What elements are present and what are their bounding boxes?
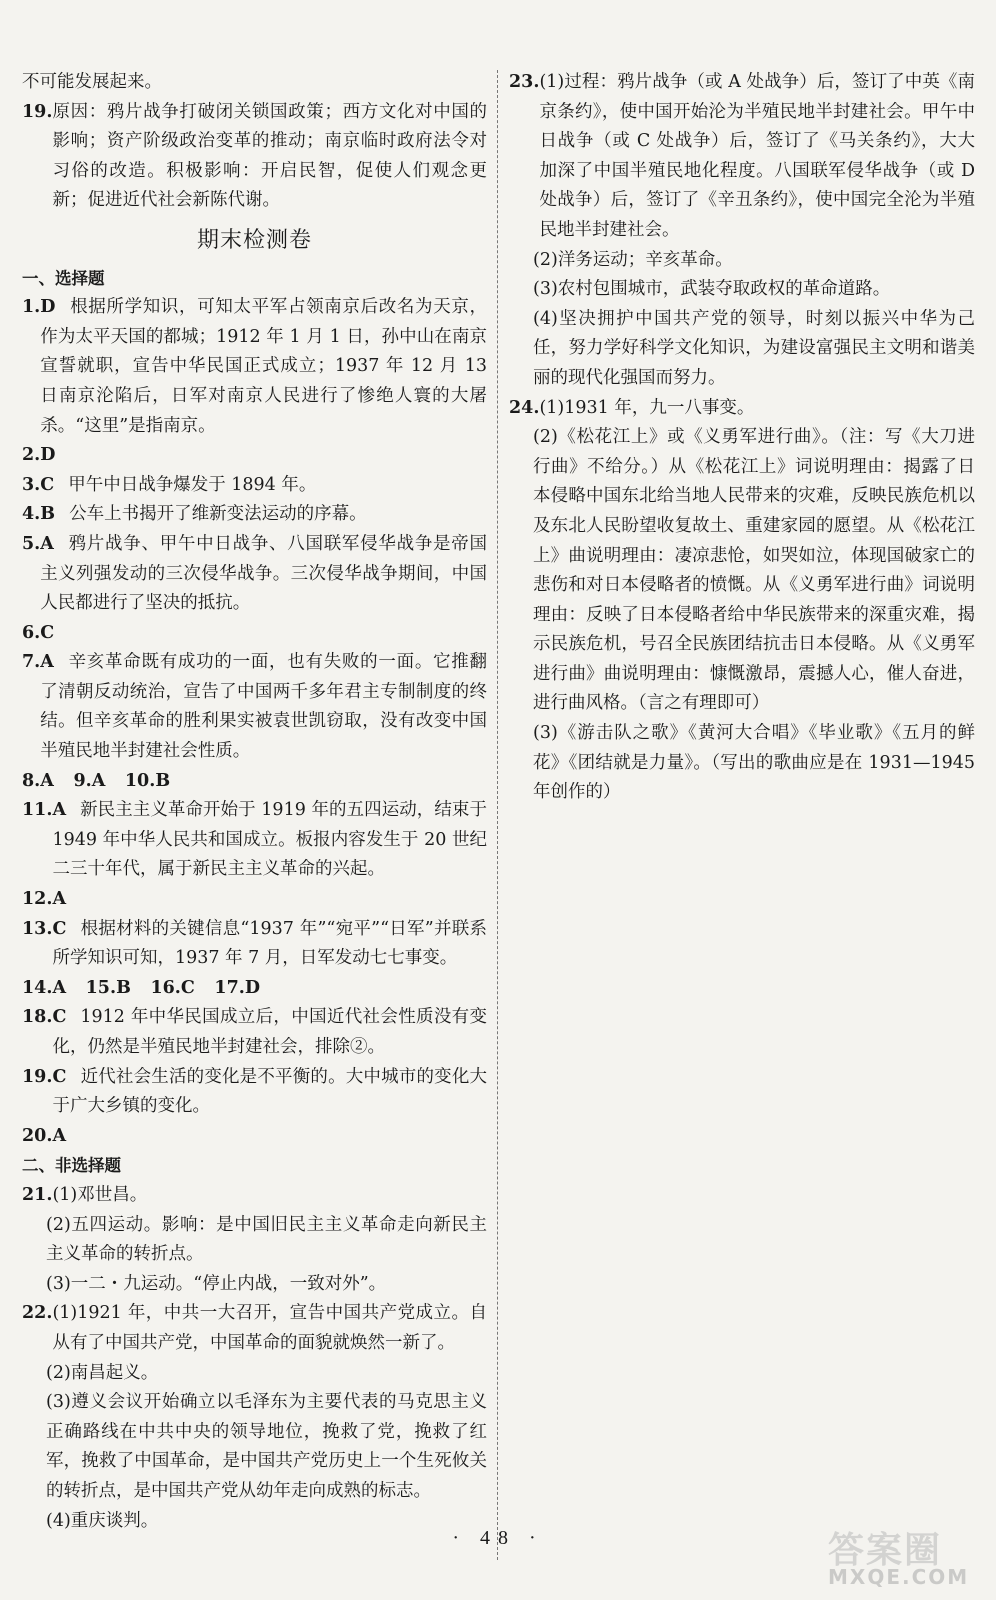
- answer-text: 近代社会生活的变化是不平衡的。大中城市的变化大于广大乡镇的变化。: [52, 1066, 487, 1117]
- question-number: 4.: [22, 504, 41, 525]
- answer-part: (4)重庆谈判。: [46, 1510, 159, 1531]
- answer-1: [22, 293, 487, 441]
- answer-2: [22, 441, 487, 471]
- answer-13: [22, 915, 487, 974]
- answer-letter: B: [116, 977, 131, 998]
- answer-letter: C: [180, 977, 195, 998]
- question-number: 9.: [73, 770, 92, 791]
- answer-8-10: [22, 767, 487, 797]
- answer-text: 辛亥革命既有成功的一面，也有失败的一面。它推翻了清朝反动统治，宣告了中国两千多年君主专制制度的终结。但辛亥革命的胜利果实被袁世凯窃取，没有改变中国半殖民地半封建社会性质。: [40, 652, 487, 762]
- answer-letter: C: [40, 622, 55, 643]
- answer-part: (1)1921 年，中共一大召开，宣告中国共产党成立。自从有了中国共产党，中国革命的面貌就焕然一新了。: [52, 1303, 487, 1353]
- answer-4: [22, 500, 487, 530]
- question-number: 10.: [124, 770, 156, 791]
- answer-letter: C: [52, 1066, 67, 1087]
- question-number: 19.: [22, 101, 53, 122]
- answer-14-17: [22, 974, 487, 1004]
- section-title: 期末检测卷: [196, 227, 312, 253]
- answer-letter: A: [91, 770, 106, 791]
- answer-letter: A: [40, 533, 54, 554]
- answer-text: 甲午中日战争爆发于 1894 年。: [68, 474, 317, 495]
- answer-letter: C: [52, 918, 67, 939]
- question-number: 18.: [22, 1007, 53, 1028]
- question-number: 6.: [22, 622, 41, 643]
- question-number: 11.: [22, 800, 53, 821]
- answer-part: (1)邓世昌。: [52, 1184, 148, 1205]
- answer-letter: A: [40, 652, 54, 673]
- answer-letter: D: [40, 297, 56, 318]
- answer-part: (4)坚决拥护中国共产党的领导，时刻以振兴中华为己任，努力学好科学文化知识，为建设富强民主文明和谐美丽的现代化强国而努力。: [533, 308, 975, 388]
- question-number: 15.: [85, 977, 117, 998]
- watermark-top: 答案圈: [828, 1530, 943, 1571]
- answer-part: (3)农村包围城市，武装夺取政权的革命道路。: [533, 279, 891, 300]
- answer-text: 1912 年中华民国成立后，中国近代社会性质没有变化，仍然是半殖民地半封建社会，排除②。: [52, 1007, 487, 1057]
- answer-part: (3)《游击队之歌》《黄河大合唱》《毕业歌》《五月的鲜花》《团结就是力量》。（写出的歌曲应是在 1931—1945 年创作的）: [533, 723, 975, 803]
- answer-letter: C: [40, 474, 55, 495]
- answer-19-previous: [22, 98, 487, 216]
- answer-letter: B: [155, 770, 171, 791]
- answer-part: (1)过程：鸦片战争（或 A 处战争）后，签订了中英《南京条约》，使中国开始沦为半殖民地半封建社会。甲午中日战争（或 C 处战争）后，签订了《马关条约》，大大加深了中国半殖民地化程度。八国联军侵华战争（或 D 处战争）后，签订了《辛丑条约》，使中国完全沦为半殖民地半封建社会。: [539, 72, 975, 240]
- question-number: 2.: [22, 445, 41, 466]
- question-number: 14.: [22, 977, 53, 998]
- answer-23: [509, 68, 975, 246]
- question-number: 7.: [22, 652, 41, 673]
- answer-text: 根据材料的关键信息“1937 年”“宛平”“日军”并联系所学知识可知，1937 年 7 月，日军发动七七事变。: [52, 918, 487, 969]
- answer-letter: D: [40, 445, 56, 466]
- answer-letter: A: [40, 770, 54, 791]
- answer-letter: A: [52, 800, 67, 821]
- section-heading-choice: 一、选择题: [22, 268, 105, 288]
- answer-11: [22, 796, 487, 885]
- answer-letter: A: [52, 889, 67, 910]
- answer-7: [22, 648, 487, 766]
- answer-letter: B: [40, 504, 56, 525]
- answer-19: [22, 1063, 487, 1122]
- answer-part: (2)洋务运动；辛亥革命。: [533, 249, 733, 270]
- answer-20: [22, 1122, 487, 1152]
- page-number: · 48 ·: [452, 1527, 544, 1549]
- answer-6: [22, 619, 487, 649]
- answer-letter: A: [52, 1125, 67, 1146]
- answer-part: (2)《松花江上》或《义勇军进行曲》。（注：写《大刀进行曲》不给分。）从《松花江上》词说明理由：揭露了日本侵略中国东北给当地人民带来的灾难，反映民族危机以及东北人民盼望收复故土、重建家园的愿望。从《松花江上》曲说明理由：凄凉悲怆，如哭如泣，体现国破家亡的悲伤和对日本侵略者的愤慨。从《义勇军进行曲》词说明理由：反映了日本侵略者给中华民族带来的深重灾难，揭示民族危机，号召全民族团结抗击日本侵略。从《义勇军进行曲》曲说明理由：慷慨激昂，震撼人心，催人奋进，进行曲风格。（言之有理即可）: [533, 427, 975, 714]
- answer-22: [22, 1299, 487, 1358]
- answer-letter: C: [52, 1007, 67, 1028]
- question-number: 1.: [22, 297, 41, 318]
- section-heading-nonchoice: 二、非选择题: [22, 1156, 121, 1176]
- answer-letter: A: [52, 977, 67, 998]
- question-number: 24.: [509, 397, 540, 418]
- question-number: 5.: [22, 533, 41, 554]
- question-number: 12.: [22, 889, 53, 910]
- answer-part: (3)遵义会议开始确立以毛泽东为主要代表的马克思主义正确路线在中共中央的领导地位，挽救了党，挽救了红军，挽救了中国革命，是中国共产党历史上一个生死攸关的转折点，是中国共产党从幼年走向成熟的标志。: [46, 1392, 487, 1501]
- question-number: 22.: [22, 1303, 53, 1324]
- answer-letter: D: [244, 977, 261, 998]
- answer-text: 原因：鸦片战争打破闭关锁国政策；西方文化对中国的影响；资产阶级政治变革的推动；南京临时政府法令对习俗的改造。积极影响：开启民智，促使人们观念更新；促进近代社会新陈代谢。: [52, 101, 487, 211]
- question-number: 17.: [214, 977, 245, 998]
- answer-part: (2)南昌起义。: [46, 1362, 159, 1383]
- answer-5: [22, 530, 487, 619]
- answer-part: (1)1931 年，九一八事变。: [539, 397, 755, 418]
- question-number: 20.: [22, 1125, 53, 1146]
- question-number: 23.: [509, 72, 540, 92]
- page-number-value: 48: [480, 1527, 516, 1549]
- watermark-bottom: MXQE.COM: [828, 1565, 970, 1589]
- question-number: 21.: [22, 1184, 53, 1205]
- question-number: 8.: [22, 770, 41, 791]
- question-number: 13.: [22, 918, 53, 939]
- column-divider: [497, 70, 498, 1560]
- left-column: [22, 68, 487, 1536]
- answer-text: 公车上书揭开了维新变法运动的序幕。: [69, 504, 367, 525]
- continued-line: 不可能发展起来。: [22, 72, 162, 92]
- question-number: 16.: [150, 977, 181, 998]
- answer-part: (3)一二・九运动。“停止内战，一致对外”。: [46, 1273, 387, 1294]
- question-number: 3.: [22, 474, 41, 495]
- answer-3: [22, 471, 487, 501]
- answer-12: [22, 885, 487, 915]
- answer-text: 鸦片战争、甲午中日战争、八国联军侵华战争是帝国主义列强发动的三次侵华战争。三次侵华战争期间，中国人民都进行了坚决的抵抗。: [40, 533, 487, 614]
- answer-text: 根据所学知识，可知太平军占领南京后改名为天京，作为太平天国的都城；1912 年 1 月 1 日，孙中山在南京宣誓就职，宣告中华民国正式成立；1937 年 12 月 13 日南京沦陷后，日军对南京人民进行了惨绝人寰的大屠杀。“这里”是指南京。: [40, 297, 487, 436]
- right-column: [509, 68, 975, 808]
- answer-21: [22, 1181, 487, 1211]
- answer-24: [509, 394, 975, 424]
- answer-part: (2)五四运动。影响：是中国旧民主主义革命走向新民主主义革命的转折点。: [46, 1214, 487, 1265]
- answer-text: 新民主主义革命开始于 1919 年的五四运动，结束于 1949 年中华人民共和国成立。板报内容发生于 20 世纪二三十年代，属于新民主主义革命的兴起。: [52, 800, 487, 880]
- answer-18: [22, 1003, 487, 1062]
- watermark-logo: [828, 1522, 978, 1592]
- question-number: 19.: [22, 1066, 53, 1087]
